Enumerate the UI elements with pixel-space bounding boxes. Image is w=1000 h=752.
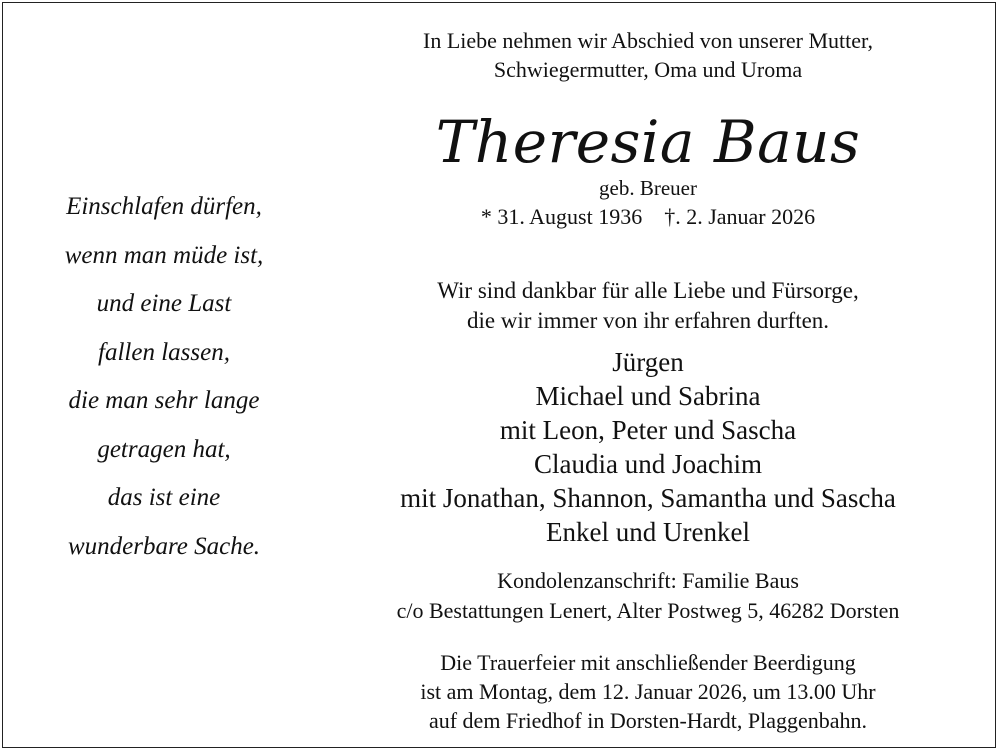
family-member: mit Leon, Peter und Sascha (499, 415, 797, 445)
condolence-line: Kondolenzanschrift: Familie Baus (497, 568, 799, 593)
poem-line: die man sehr lange (68, 387, 260, 414)
condolence-address (330, 566, 966, 626)
intro-line: In Liebe nehmen wir Abschied von unserer Mutter, (423, 28, 873, 53)
birth-name: geb. Breuer (599, 176, 697, 200)
gratitude-text (330, 276, 966, 336)
death-date: †. 2. Januar 2026 (664, 204, 816, 229)
poem-line: und eine Last (96, 290, 232, 317)
family-member: Jürgen (612, 347, 684, 377)
intro-text (330, 26, 966, 84)
poem-line: wunderbare Sache. (67, 532, 261, 560)
family-member: Michael und Sabrina (535, 381, 761, 411)
poem-line: wenn man müde ist, (64, 241, 264, 269)
family-member: Enkel und Urenkel (546, 517, 750, 547)
family-list (330, 345, 966, 549)
poem-line: Einschlafen dürfen, (66, 193, 262, 220)
funeral-line: ist am Montag, dem 12. Januar 2026, um 13.00 Uhr (420, 679, 876, 704)
funeral-line: Die Trauerfeier mit anschließender Beerdigung (440, 650, 856, 675)
funeral-line: auf dem Friedhof in Dorsten-Hardt, Plaggenbahn. (428, 708, 868, 733)
birth-date: * 31. August 1936 (480, 204, 643, 229)
family-member: mit Jonathan, Shannon, Samantha und Sascha (400, 483, 896, 513)
poem-line: fallen lassen, (98, 338, 230, 366)
deceased-name: Theresia Baus (435, 108, 861, 176)
gratitude-line: Wir sind dankbar für alle Liebe und Fürsorge, (437, 278, 859, 303)
gratitude-line: die wir immer von ihr erfahren durften. (466, 308, 830, 333)
poem (30, 183, 298, 571)
poem-line: getragen hat, (97, 435, 231, 463)
funeral-info (330, 648, 966, 735)
poem-line: das ist eine (107, 484, 221, 511)
condolence-line: c/o Bestattungen Lenert, Alter Postweg 5, 46282 Dorsten (396, 598, 900, 623)
intro-line: Schwiegermutter, Oma und Uroma (493, 57, 803, 82)
family-member: Claudia und Joachim (534, 449, 762, 479)
life-dates (330, 203, 966, 231)
